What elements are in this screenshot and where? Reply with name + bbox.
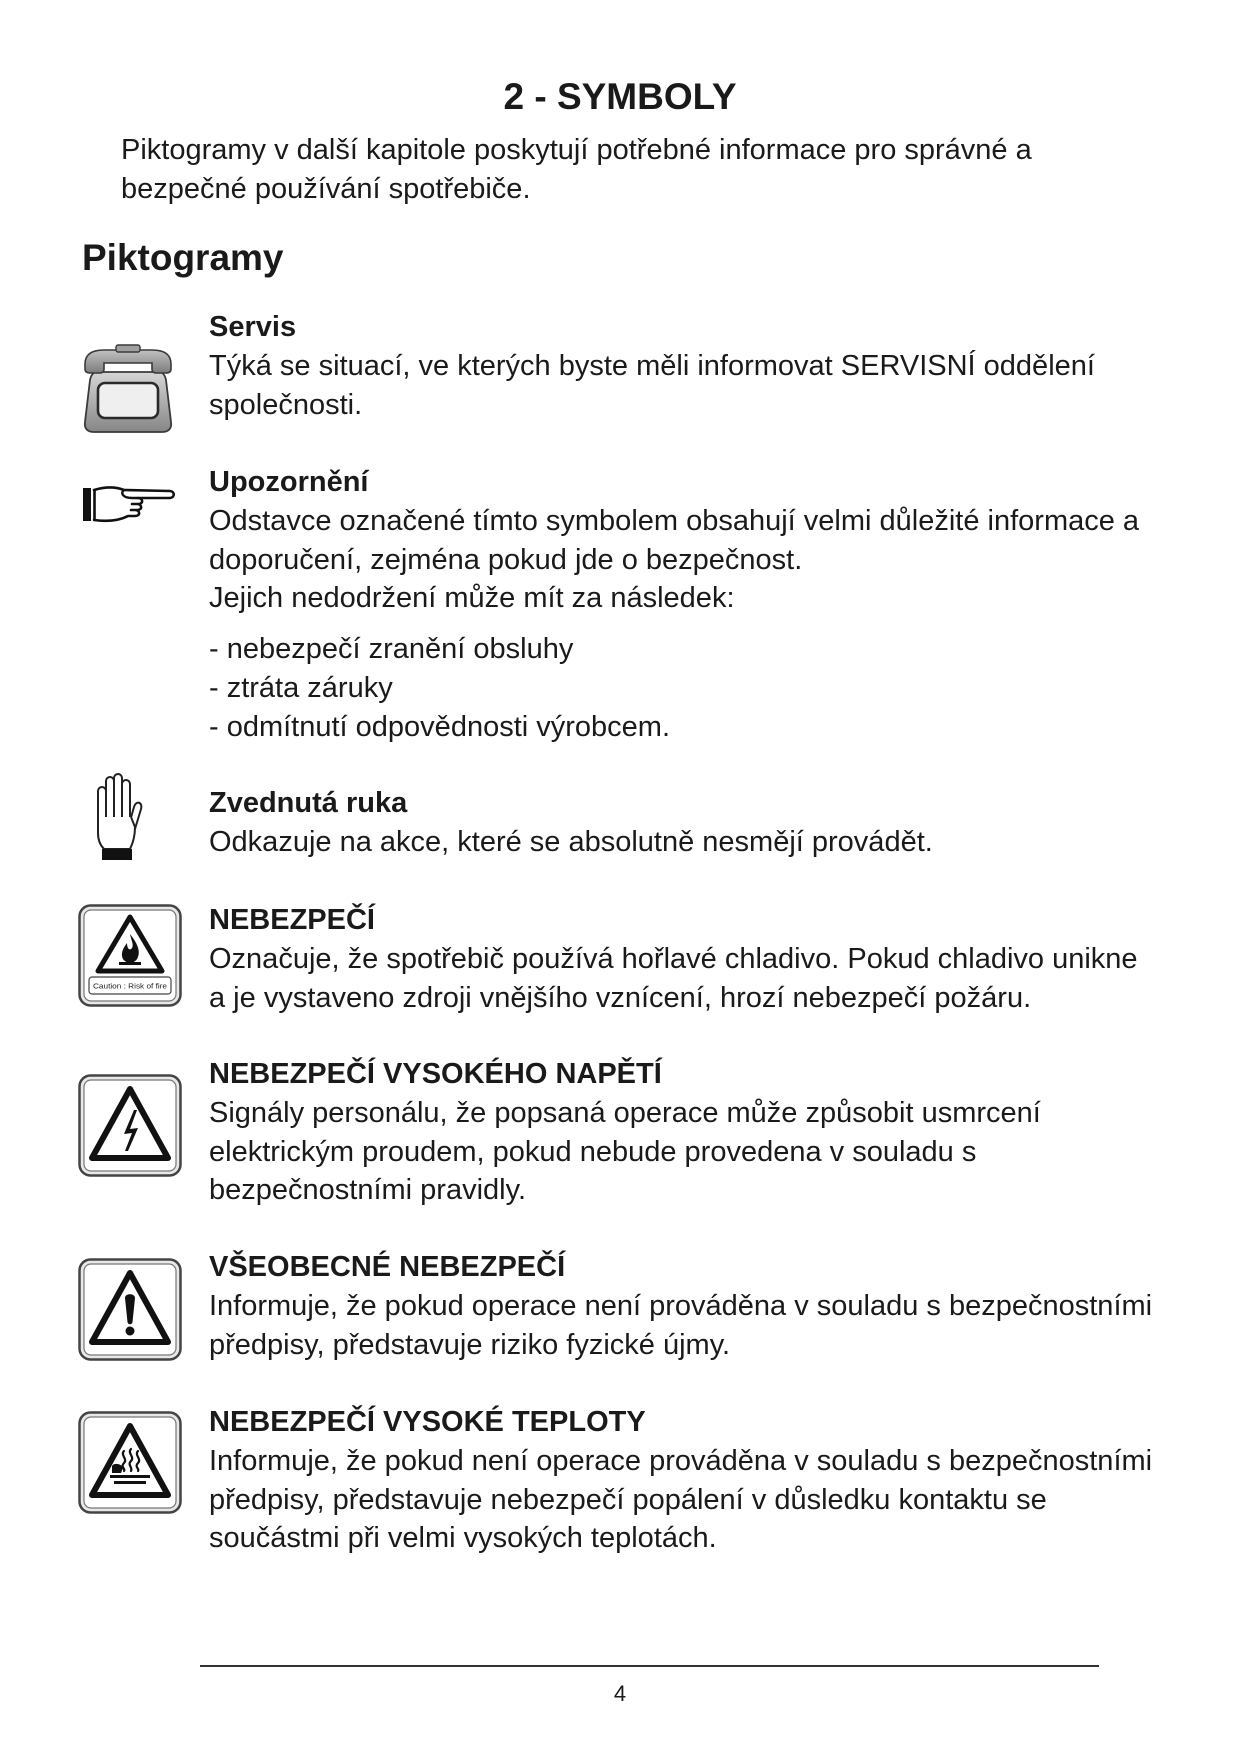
pictogram-upozorneni — [209, 463, 1199, 747]
pictogram-servis — [209, 308, 1199, 424]
pictogram-description-line: Označuje, že spotřebič používá hořlavé chladivo. Pokud chladivo unikne — [209, 942, 1138, 975]
list-item: - odmítnutí odpovědnosti výrobcem. — [209, 710, 671, 743]
fire-warning-icon — [78, 904, 182, 1007]
pictogram-description-line: elektrickým proudem, pokud nebude provedena v souladu s — [209, 1135, 977, 1168]
general-warning-icon — [78, 1258, 182, 1361]
pictogram-vseobecne-nebezpeci — [209, 1248, 1199, 1364]
pictogram-description-line: předpisy, představuje nebezpečí popálení v důsledku kontaktu se — [209, 1483, 1047, 1516]
pictogram-description-line: předpisy, představuje riziko fyzické újmy. — [209, 1328, 731, 1361]
pictogram-description-line: Odstavce označené tímto symbolem obsahují velmi důležité informace a — [209, 504, 1140, 537]
telephone-icon — [82, 342, 174, 435]
footer-rule — [200, 1665, 1099, 1667]
pictogram-title: Zvednutá ruka — [209, 787, 408, 819]
pointing-hand-icon — [82, 482, 177, 527]
pictogram-description-line: Odkazuje na akce, které se absolutně nesmějí provádět. — [209, 825, 933, 858]
consequence-list — [209, 630, 1199, 746]
pictogram-vysoke-teploty — [209, 1403, 1199, 1558]
pictogram-description-line: Informuje, že pokud operace není prováděna v souladu s bezpečnostními — [209, 1289, 1153, 1322]
pictogram-title: Servis — [209, 311, 297, 343]
pictogram-title: Upozornění — [209, 466, 369, 498]
pictogram-nebezpeci — [209, 901, 1199, 1017]
pictogram-description-line: Signály personálu, že popsaná operace může způsobit usmrcení — [209, 1096, 1041, 1129]
pictogram-description-line: a je vystaveno zdroji vnějšího vznícení, hrozí nebezpečí požáru. — [209, 981, 1032, 1014]
pictogram-zvednuta-ruka — [209, 784, 1199, 862]
section-heading: Piktogramy — [82, 237, 284, 278]
pictogram-title: VŠEOBECNÉ NEBEZPEČÍ — [209, 1251, 566, 1283]
pictogram-description-line: bezpečnostními pravidly. — [209, 1174, 527, 1207]
pictogram-description-line: doporučení, zejména pokud jde o bezpečnost. — [209, 543, 803, 576]
chapter-title: 2 - SYMBOLY — [503, 76, 737, 117]
page-number: 4 — [613, 1681, 627, 1706]
intro-line: bezpečné používání spotřebiče. — [121, 172, 531, 205]
pictogram-title: NEBEZPEČÍ VYSOKÉ TEPLOTY — [209, 1406, 646, 1438]
pictogram-description-line: společnosti. — [209, 388, 363, 421]
pictogram-description-line: Jejich nedodržení může mít za následek: — [209, 582, 735, 615]
high-voltage-warning-icon — [78, 1074, 182, 1177]
fire-icon-caption: Caution : Risk of fire — [93, 981, 167, 991]
intro-line: Piktogramy v další kapitole poskytují potřebné informace pro správné a — [121, 134, 1032, 166]
list-item: - ztráta záruky — [209, 671, 393, 704]
intro-paragraph — [121, 131, 1181, 209]
pictogram-vysoke-napeti — [209, 1055, 1199, 1210]
hot-surface-warning-icon — [78, 1411, 182, 1514]
raised-hand-icon — [90, 771, 144, 861]
list-item: - nebezpečí zranění obsluhy — [209, 633, 574, 666]
pictogram-description-line: součástmi při velmi vysokých teplotách. — [209, 1522, 717, 1555]
pictogram-description-line: Informuje, že pokud není operace prováděna v souladu s bezpečnostními — [209, 1444, 1153, 1477]
pictogram-title: NEBEZPEČÍ — [209, 904, 375, 936]
pictogram-title: NEBEZPEČÍ VYSOKÉHO NAPĚTÍ — [209, 1058, 662, 1090]
pictogram-description-line: Týká se situací, ve kterých byste měli informovat SERVISNÍ oddělení — [209, 349, 1095, 382]
